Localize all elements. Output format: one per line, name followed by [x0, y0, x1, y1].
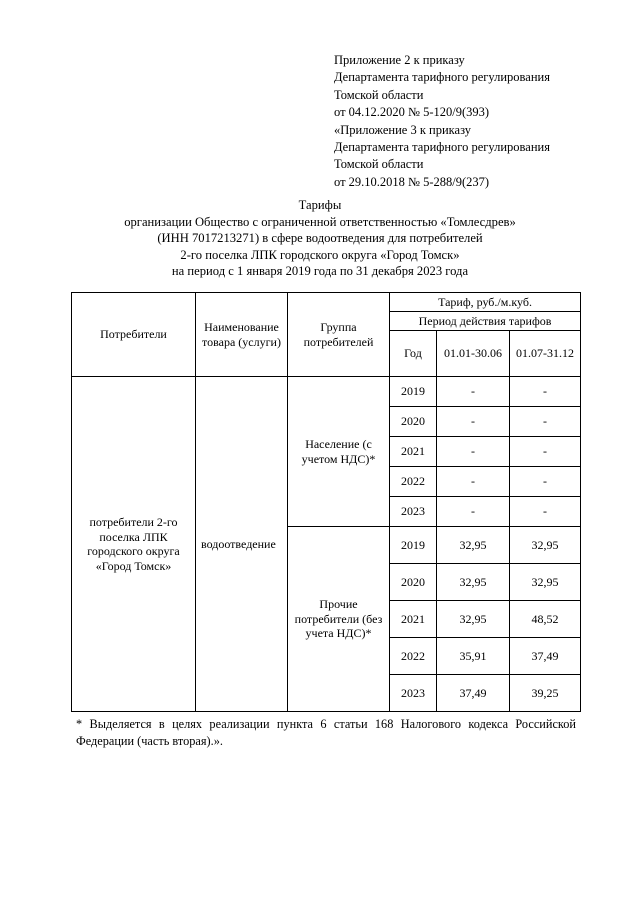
year-cell: 2022	[390, 638, 437, 675]
header-line: Департамента тарифного регулирования	[334, 70, 550, 85]
tariff-h1-cell: -	[437, 407, 510, 437]
consumer-cell: потребители 2-го поселка ЛПК городского округа «Город Томск»	[72, 377, 196, 712]
year-cell: 2019	[390, 377, 437, 407]
header-consumers: Потребители	[72, 293, 196, 377]
tariff-table	[71, 292, 581, 712]
tariff-h1-cell: 37,49	[437, 675, 510, 712]
tariff-h1-cell: -	[437, 437, 510, 467]
title-line: 2-го поселка ЛПК городского округа «Город Томск»	[180, 247, 460, 262]
header-second-half: 01.07-31.12	[510, 331, 581, 377]
header-first-half: 01.01-30.06	[437, 331, 510, 377]
header-line: Департамента тарифного регулирования	[334, 140, 550, 155]
tariff-h1-cell: -	[437, 467, 510, 497]
header-line: «Приложение 3 к приказу	[334, 122, 472, 137]
tariff-h1-cell: 32,95	[437, 527, 510, 564]
year-cell: 2021	[390, 437, 437, 467]
header-period: Период действия тарифов	[390, 312, 581, 331]
group-cell-population: Население (с учетом НДС)*	[288, 377, 390, 527]
tariff-h2-cell: 32,95	[510, 564, 581, 601]
tariff-h1-cell: 32,95	[437, 564, 510, 601]
tariff-h2-cell: 48,52	[510, 601, 581, 638]
tariff-h2-cell: -	[510, 377, 581, 407]
title-line: на период с 1 января 2019 года по 31 декабря 2023 года	[171, 264, 469, 279]
title-line: организации Общество с ограниченной ответственностью «Томлесдрев»	[124, 214, 516, 229]
header-line: Приложение 2 к приказу	[334, 53, 465, 67]
header-block	[334, 52, 550, 191]
year-cell: 2023	[390, 675, 437, 712]
tariff-h2-cell: -	[510, 437, 581, 467]
tariff-h1-cell: 32,95	[437, 601, 510, 638]
tariff-h2-cell: 37,49	[510, 638, 581, 675]
year-cell: 2023	[390, 497, 437, 527]
title-line: (ИНН 7017213271) в сфере водоотведения для потребителей	[157, 231, 483, 246]
table-row	[72, 377, 581, 407]
tariff-h2-cell: -	[510, 467, 581, 497]
service-cell: водоотведение	[196, 377, 288, 712]
tariff-h2-cell: -	[510, 497, 581, 527]
year-cell: 2022	[390, 467, 437, 497]
header-group: Группа потребителей	[288, 293, 390, 377]
header-year: Год	[390, 331, 437, 377]
year-cell: 2020	[390, 564, 437, 601]
title-line: Тарифы	[298, 198, 342, 212]
tariff-h2-cell: 39,25	[510, 675, 581, 712]
header-service: Наименование товара (услуги)	[196, 293, 288, 377]
year-cell: 2021	[390, 601, 437, 638]
group-cell-others: Прочие потребители (без учета НДС)*	[288, 527, 390, 712]
header-tariff: Тариф, руб./м.куб.	[390, 293, 581, 312]
header-line: от 04.12.2020 № 5-120/9(393)	[334, 105, 490, 120]
tariff-h1-cell: 35,91	[437, 638, 510, 675]
header-line: от 29.10.2018 № 5-288/9(237)	[334, 174, 490, 189]
tariff-h2-cell: -	[510, 407, 581, 437]
header-line: Томской области	[334, 87, 424, 102]
year-cell: 2019	[390, 527, 437, 564]
tariff-h1-cell: -	[437, 377, 510, 407]
tariff-h2-cell: 32,95	[510, 527, 581, 564]
document-title	[0, 197, 640, 280]
footnote: * Выделяется в целях реализации пункта 6 статьи 168 Налогового кодекса Российской Федерации (часть вторая).».	[76, 717, 576, 748]
tariff-h1-cell: -	[437, 497, 510, 527]
year-cell: 2020	[390, 407, 437, 437]
header-line: Томской области	[334, 157, 424, 172]
